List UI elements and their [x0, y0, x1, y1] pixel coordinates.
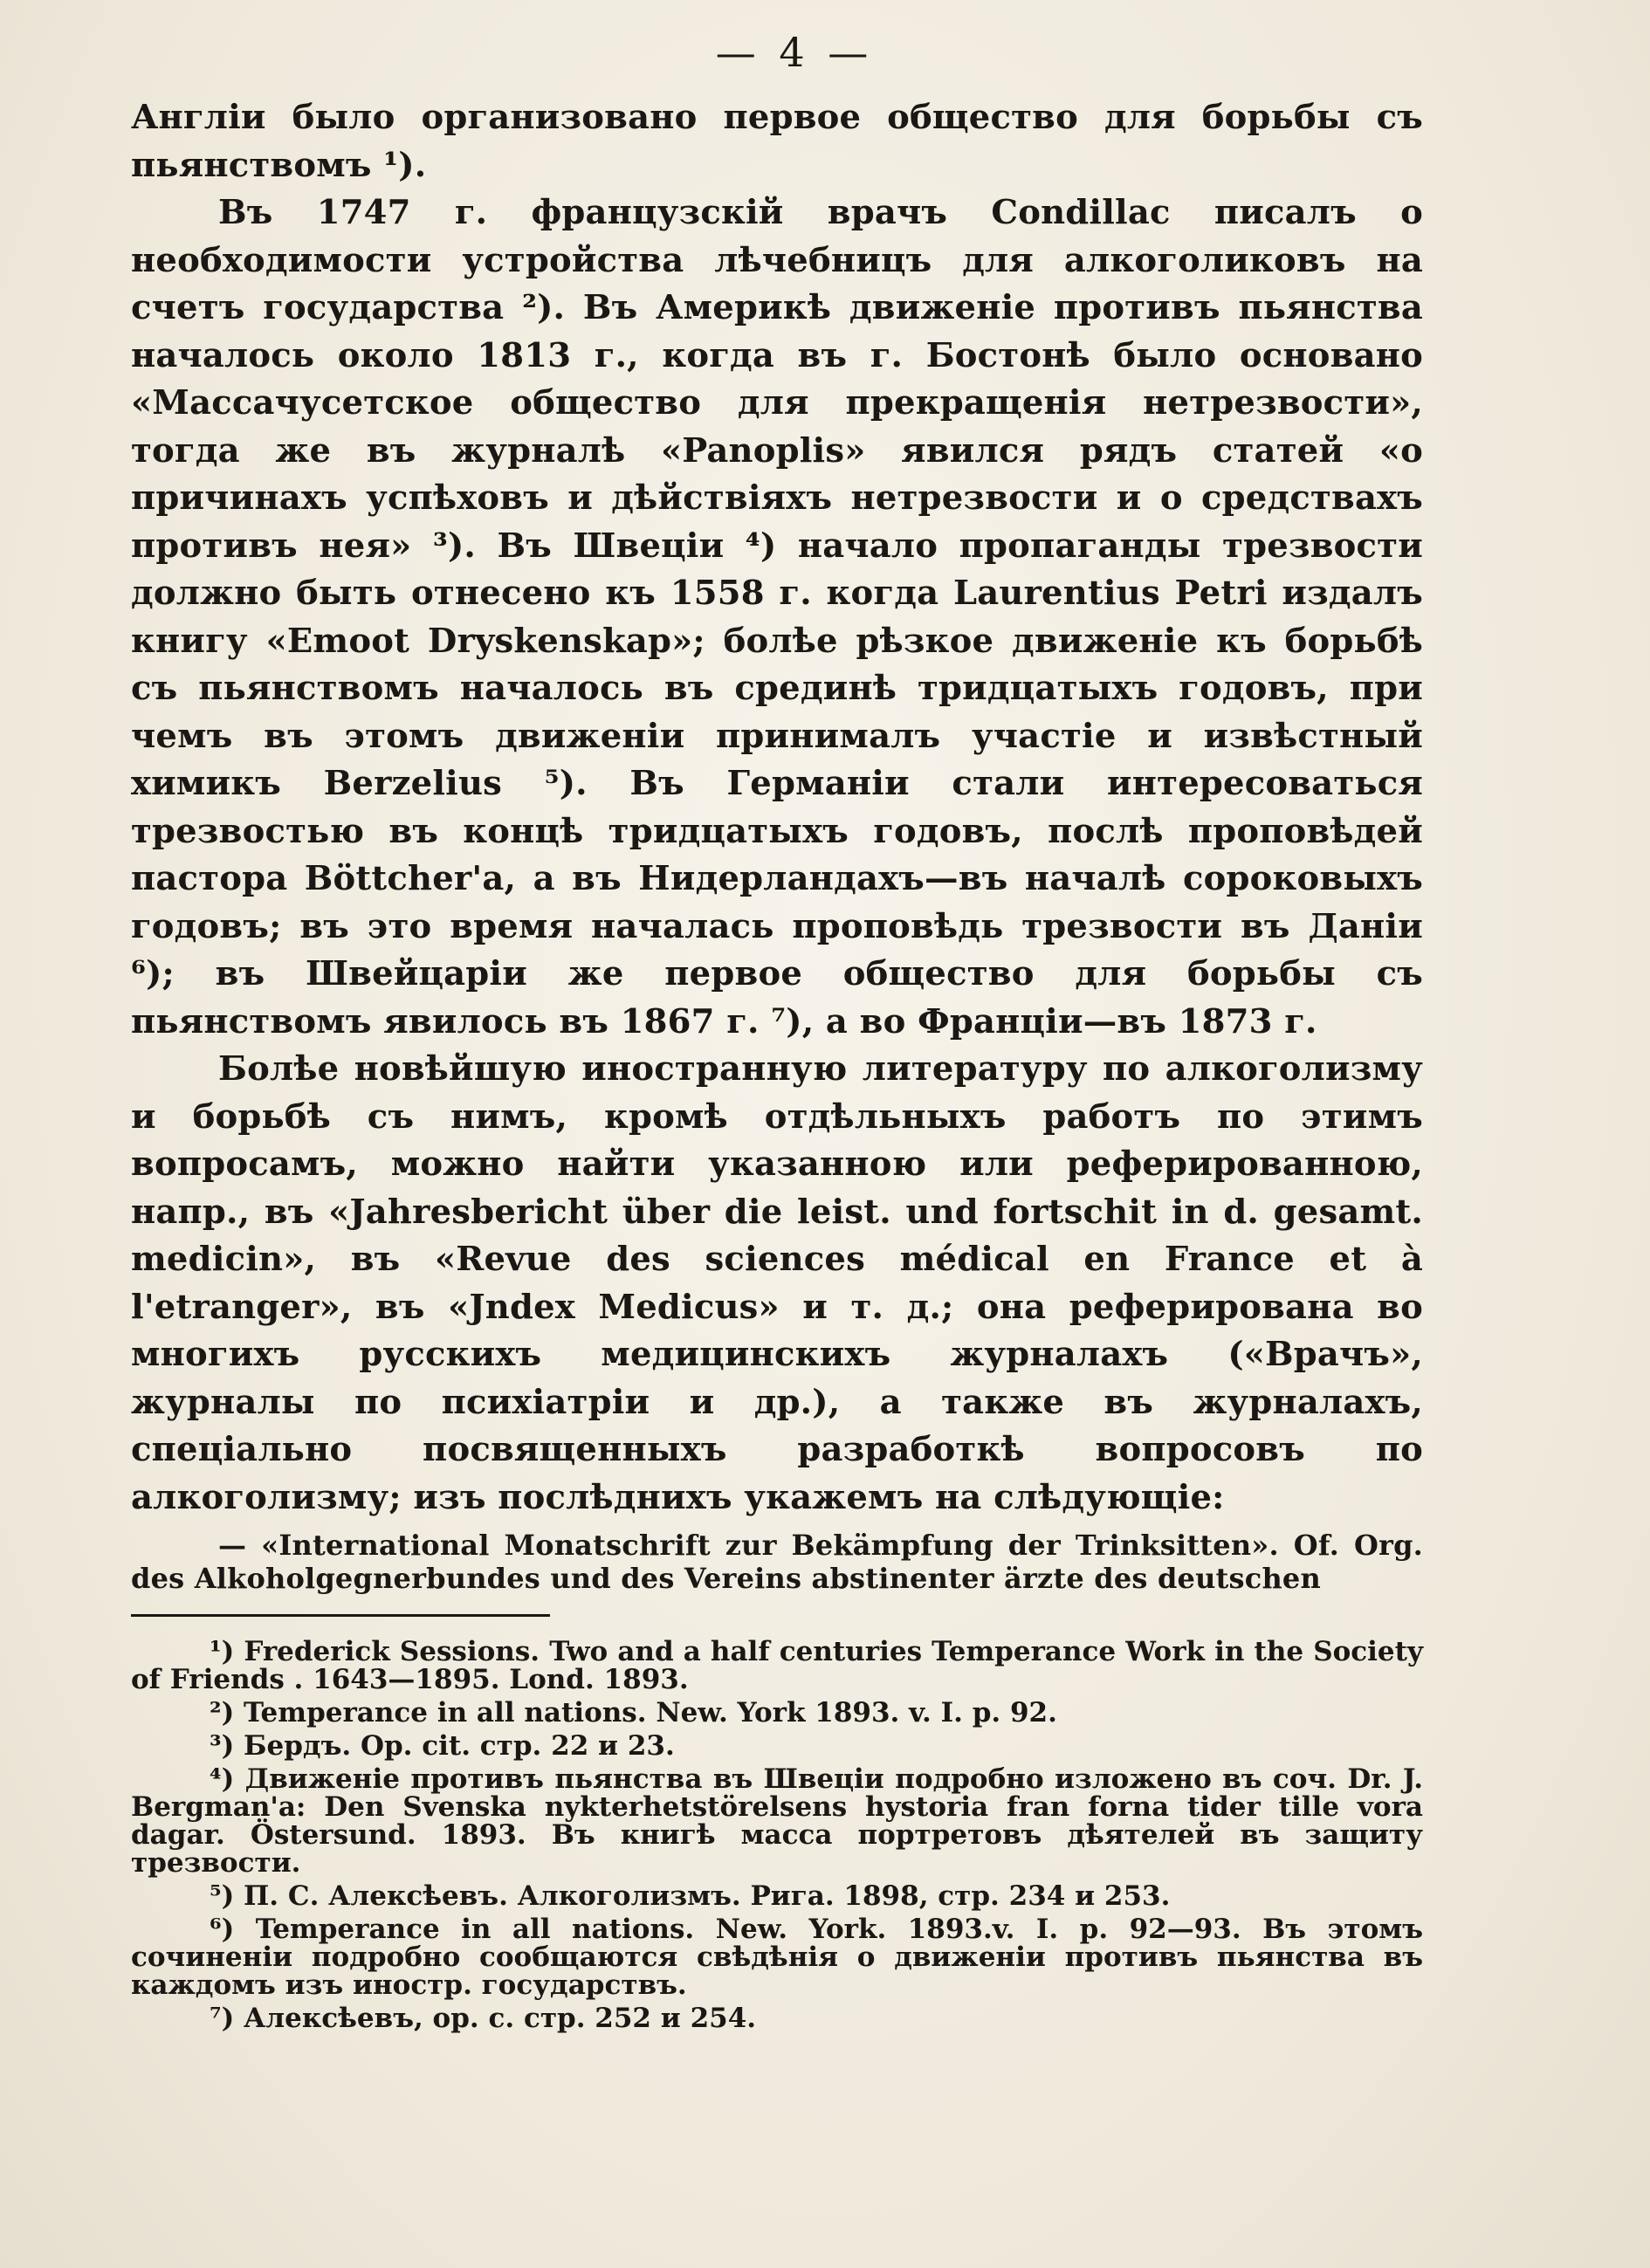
paragraph-1: Англіи было организовано первое общество для борьбы съ пьянствомъ ¹).	[131, 98, 1423, 185]
footnote-4: ⁴) Движеніе противъ пьянства въ Швеціи подробно изложено въ соч. Dr. J. Bergman'a: Den Svenska nykterhetstörelsens hystoria fran forna tider tille vora dagar. Östersund. 1893. Въ книгѣ масса портретовъ дѣятелей въ защиту трезвости.	[131, 1763, 1423, 1879]
footnote-divider	[131, 1614, 550, 1617]
footnotes	[131, 1638, 1423, 2032]
main-text	[131, 94, 1423, 1595]
footnote-3: ³) Бердъ. Op. cit. стр. 22 и 23.	[210, 1730, 675, 1762]
paragraph-3: Болѣе новѣйшую иностранную литературу по алкоголизму и борьбѣ съ нимъ, кромѣ отдѣльныхъ работъ по этимъ вопросамъ, можно найти указанною или реферированною, напр., въ «Jahresbericht über die leist. und fortschit in d. gesamt. medicin», въ «Revue des sciences médical en France et à l'etranger», въ «Jndex Medicus» и т. д.; она реферирована во многихъ русскихъ медицинскихъ журналахъ («Врачъ», журналы по психіатріи и др.), а также въ журналахъ, спеціально посвященныхъ разработкѣ вопросовъ по алкоголизму; изъ послѣднихъ укажемъ на слѣдующіе:	[131, 1049, 1423, 1517]
footnote-7: ⁷) Алексѣевъ, op. c. стр. 252 и 254.	[210, 2003, 757, 2034]
footnote-1: ¹) Frederick Sessions. Two and a half centuries Temperance Work in the Society of Friends . 1643—1895. Lond. 1893.	[131, 1636, 1423, 1695]
footnote-2: ²) Temperance in all nations. New. York 1893. v. I. p. 92.	[210, 1697, 1057, 1728]
paragraph-2: Въ 1747 г. французскій врачъ Condillac писалъ о необходимости устройства лѣчебницъ для алкоголиковъ на счетъ государства ²). Въ Америкѣ движеніе противъ пьянства началось около 1813 г., когда въ г. Бостонѣ было основано «Массачусетское общество для прекращенія нетрезвости», тогда же въ журналѣ «Panoplis» явился рядъ статей «о причинахъ успѣховъ и дѣйствіяхъ нетрезвости и о средствахъ противъ нея» ³). Въ Швеціи ⁴) начало пропаганды трезвости должно быть отнесено къ 1558 г. когда Laurentius Petri издалъ книгу «Emoot Dryskenskap»; болѣе рѣзкое движеніе къ борьбѣ съ пьянствомъ началось въ срединѣ тридцатыхъ годовъ, при чемъ въ этомъ движеніи принималъ участіе и извѣстный химикъ Berzelius ⁵). Въ Германіи стали интересоваться трезвостью въ концѣ тридцатыхъ годовъ, послѣ проповѣдей пастора Böttcher'a, а въ Нидерландахъ—въ началѣ сороковыхъ годовъ; въ это время началась проповѣдь трезвости въ Даніи ⁶); въ Швейцаріи же первое общество для борьбы съ пьянствомъ явилось въ 1867 г. ⁷), а во Франціи—въ 1873 г.	[131, 193, 1423, 1041]
journal-citation: — «International Monatschrift zur Bekämpfung der Trinksitten». Of. Org. des Alkoholgegnerbundes und des Vereins abstinenter ärzte des deutschen	[131, 1529, 1423, 1595]
page-number: — 4 —	[715, 29, 874, 76]
footnote-5: ⁵) П. С. Алексѣевъ. Алкоголизмъ. Рига. 1898, стр. 234 и 253.	[210, 1880, 1171, 1912]
footnote-6: ⁶) Temperance in all nations. New. York. 1893.v. I. p. 92—93. Въ этомъ сочиненіи подробно сообщаются свѣдѣнія о движеніи противъ пьянства въ каждомъ изъ иностр. государствъ.	[131, 1914, 1423, 2001]
